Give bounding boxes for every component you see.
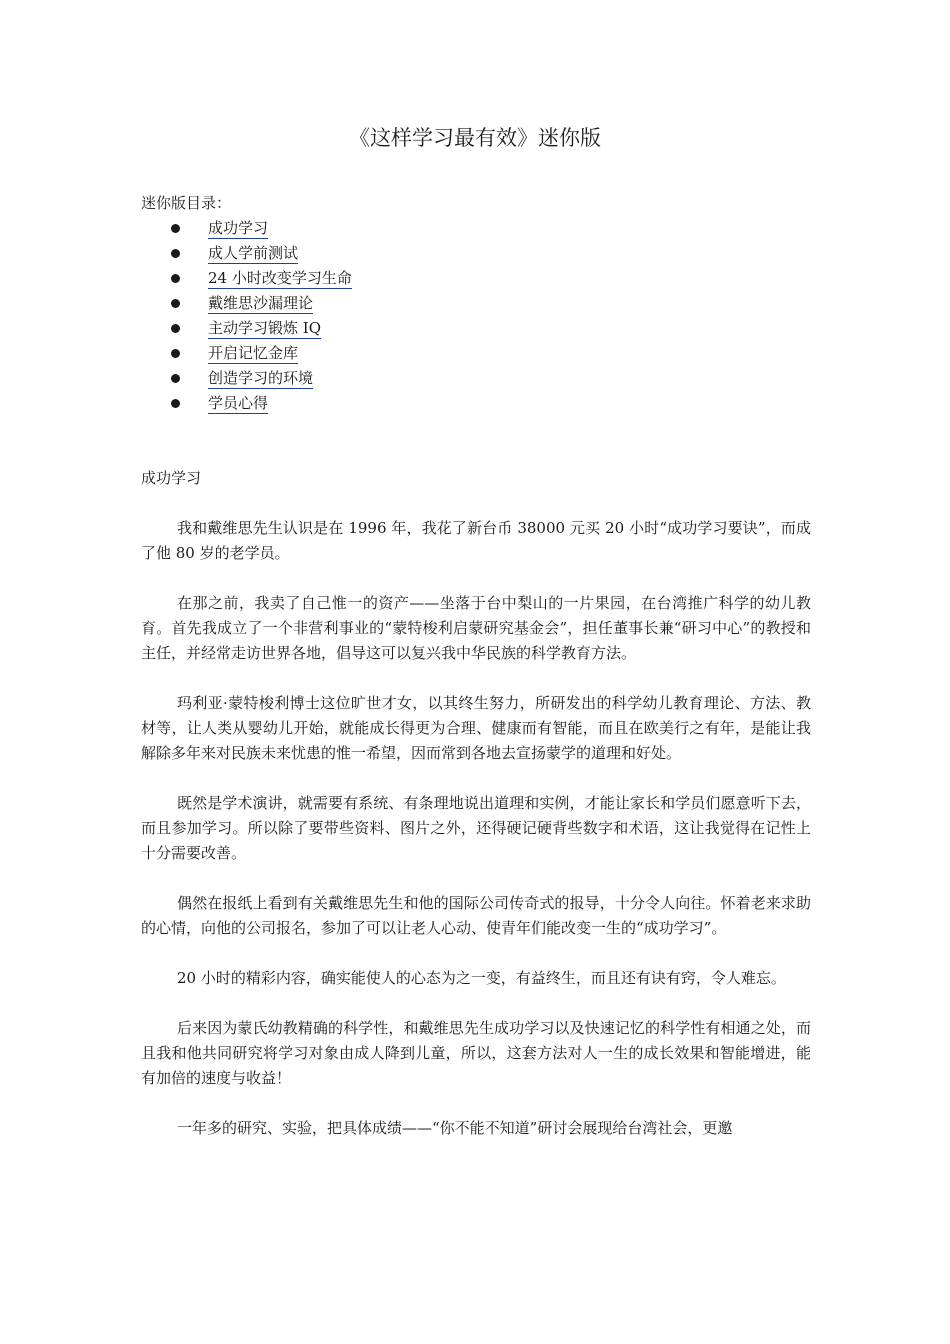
document-body [141, 191, 811, 1141]
toc-link-success-learning[interactable]: 成功学习 [208, 219, 269, 237]
paragraph: 在那之前，我卖了自己惟一的资产——坐落于台中梨山的一片果园，在台湾推广科学的幼儿教育。首先我成立了一个非营利事业的“蒙特梭利启蒙研究基金会”，担任董事长兼“研习中心”的教授和主任，并经常走访世界各地，倡导这可以复兴我中华民族的科学教育方法。 [141, 594, 811, 662]
table-of-contents [141, 216, 811, 416]
bullet-icon [171, 249, 180, 258]
paragraph: 我和戴维思先生认识是在 1996 年，我花了新台币 38000 元买 20 小时“成功学习要诀”，而成了他 80 岁的老学员。 [141, 519, 811, 562]
toc-item [141, 241, 811, 266]
toc-item [141, 266, 811, 291]
toc-item [141, 291, 811, 316]
toc-link-hourglass-theory[interactable]: 戴维思沙漏理论 [208, 294, 314, 312]
paragraph: 后来因为蒙氏幼教精确的科学性，和戴维思先生成功学习以及快速记忆的科学性有相通之处，而且我和他共同研究将学习对象由成人降到儿童，所以，这套方法对人一生的成长效果和智能增进，能有加倍的速度与收益！ [141, 1019, 811, 1087]
toc-link-student-experiences[interactable]: 学员心得 [208, 394, 269, 412]
toc-link-24-hours[interactable]: 24 小时改变学习生命 [208, 269, 352, 287]
bullet-icon [171, 349, 180, 358]
toc-heading: 迷你版目录： [141, 194, 232, 212]
toc-link-adult-pretest[interactable]: 成人学前测试 [208, 244, 299, 262]
bullet-icon [171, 399, 180, 408]
toc-link-memory-vault[interactable]: 开启记忆金库 [208, 344, 299, 362]
bullet-icon [171, 299, 180, 308]
toc-item [141, 391, 811, 416]
paragraph: 玛利亚·蒙特梭利博士这位旷世才女，以其终生努力，所研发出的科学幼儿教育理论、方法、教材等，让人类从婴幼儿开始，就能成长得更为合理、健康而有智能，而且在欧美行之有年，是能让我解除多年来对民族未来忧患的惟一希望，因而常到各地去宣扬蒙学的道理和好处。 [141, 694, 811, 762]
paragraph: 偶然在报纸上看到有关戴维思先生和他的国际公司传奇式的报导，十分令人向往。怀着老来求助的心情，向他的公司报名，参加了可以让老人心动、使青年们能改变一生的“成功学习”。 [141, 894, 811, 937]
toc-item [141, 316, 811, 341]
bullet-icon [171, 324, 180, 333]
toc-link-active-learning-iq[interactable]: 主动学习锻炼 IQ [208, 319, 321, 337]
document-title: 《这样学习最有效》迷你版 [349, 126, 601, 150]
paragraph: 20 小时的精彩内容，确实能使人的心态为之一变，有益终生，而且还有诀有窍，令人难忘。 [177, 969, 786, 987]
section-heading: 成功学习 [141, 469, 202, 487]
bullet-icon [171, 374, 180, 383]
toc-item [141, 366, 811, 391]
toc-link-learning-environment[interactable]: 创造学习的环境 [208, 369, 314, 387]
toc-item [141, 216, 811, 241]
bullet-icon [171, 274, 180, 283]
toc-item [141, 341, 811, 366]
bullet-icon [171, 224, 180, 233]
paragraph: 既然是学术演讲，就需要有系统、有条理地说出道理和实例，才能让家长和学员们愿意听下去，而且参加学习。所以除了要带些资料、图片之外，还得硬记硬背些数字和术语，这让我觉得在记性上十分需要改善。 [141, 794, 811, 862]
paragraph: 一年多的研究、实验，把具体成绩——“你不能不知道”研讨会展现给台湾社会，更邀 [177, 1119, 733, 1137]
